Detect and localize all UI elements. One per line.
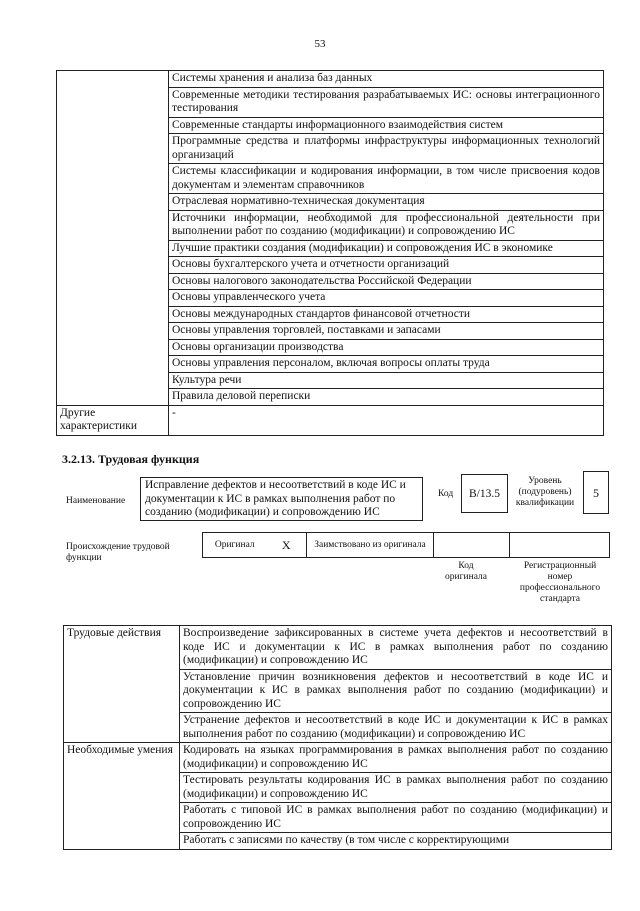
knowledge-item: Отраслевая нормативно-техническая документация	[169, 194, 604, 211]
knowledge-item: Основы управления торговлей, поставками и запасами	[169, 323, 604, 340]
knowledge-item: Современные стандарты информационного взаимодействия систем	[169, 117, 604, 134]
function-title: 3.2.13. Трудовая функция	[62, 452, 200, 466]
knowledge-item: Современные методики тестирования разрабатываемых ИС: основы интеграционного тестирования	[169, 87, 604, 117]
other-characteristics-label: Другие характеристики	[57, 405, 169, 435]
other-characteristics-value: -	[169, 405, 604, 435]
function-name-box: Исправление дефектов и несоответствий в коде ИС и документации к ИС в рамках выполнения работ по созданию (модификации) и сопровождению ИС	[140, 477, 423, 521]
knowledge-table	[56, 70, 604, 436]
reg-caption: Регистрационный номер профессионального стандарта	[519, 561, 601, 604]
knowledge-item: Системы классификации и кодирования информации, в том числе присвоения кодов документам и элементам справочников	[169, 164, 604, 194]
actions-table	[63, 625, 612, 850]
skill-item: Кодировать на языках программирования в рамках выполнения работ по созданию (модификации) и сопровождению ИС	[180, 743, 612, 773]
skills-label: Необходимые умения	[64, 743, 180, 850]
name-label: Наименование	[66, 496, 126, 506]
action-item: Устранение дефектов и несоответствий в коде ИС и документации к ИС в рамках выполнения работ по созданию (модификации) и сопровождению ИС	[180, 713, 612, 743]
knowledge-item: Лучшие практики создания (модификации) и сопровождения ИС в экономике	[169, 240, 604, 257]
origin-table	[202, 532, 610, 558]
knowledge-item: Основы бухгалтерского учета и отчетности организаций	[169, 257, 604, 274]
knowledge-item: Основы организации производства	[169, 339, 604, 356]
skill-item: Тестировать результаты кодирования ИС в рамках выполнения работ по созданию (модификации) и сопровождению ИС	[180, 773, 612, 803]
origin-label: Происхождение трудовой функции	[66, 542, 170, 563]
knowledge-item: Основы управления персоналом, включая вопросы оплаты труда	[169, 356, 604, 373]
page-number: 53	[314, 38, 326, 50]
action-item: Установление причин возникновения дефектов и несоответствий в коде ИС и документации к ИС в рамках выполнения работ по созданию (модификации) и сопровождению ИС	[180, 669, 612, 713]
level-label: Уровень (подуровень) квалификации	[515, 476, 575, 508]
original-code-cell	[434, 533, 510, 558]
knowledge-item: Основы международных стандартов финансовой отчетности	[169, 306, 604, 323]
original-cell: Оригинал	[203, 533, 267, 558]
level-box: 5	[583, 471, 609, 514]
knowledge-item: Правила деловой переписки	[169, 389, 604, 406]
action-item: Воспроизведение зафиксированных в системе учета дефектов и несоответствий в коде ИС и документации к ИС в рамках выполнения работ по созданию (модификации) и сопровождению ИС	[180, 626, 612, 670]
knowledge-item: Основы управленческого учета	[169, 290, 604, 307]
borrowed-cell: Заимствовано из оригинала	[307, 533, 434, 558]
original-mark: X	[267, 533, 307, 558]
skill-item: Работать с типовой ИС в рамках выполнения работ по созданию (модификации) и сопровождению ИС	[180, 803, 612, 833]
code-caption: Код оригинала	[445, 561, 487, 582]
knowledge-item: Программные средства и платформы инфраструктуры информационных технологий организаций	[169, 134, 604, 164]
knowledge-item: Источники информации, необходимой для профессиональной деятельности при выполнении работ по созданию (модификации) и сопровождению ИС	[169, 210, 604, 240]
skill-item: Работать с записями по качеству (в том числе с корректирующими	[180, 833, 612, 850]
function-code-box: B/13.5	[461, 474, 508, 513]
knowledge-label-cell	[57, 71, 169, 406]
reg-number-cell	[510, 533, 610, 558]
knowledge-item: Основы налогового законодательства Российской Федерации	[169, 273, 604, 290]
knowledge-item: Системы хранения и анализа баз данных	[169, 71, 604, 88]
actions-label: Трудовые действия	[64, 626, 180, 743]
code-label: Код	[438, 489, 454, 499]
knowledge-item: Культура речи	[169, 372, 604, 389]
